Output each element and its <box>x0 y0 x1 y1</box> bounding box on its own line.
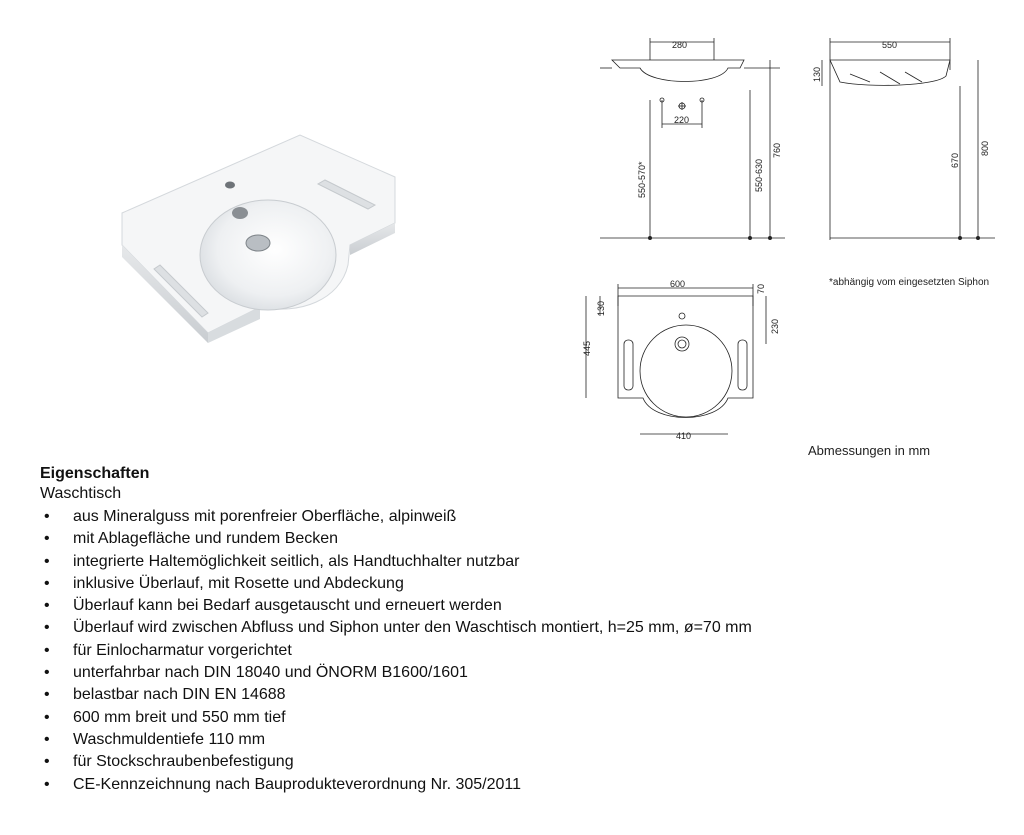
bullet-marker: • <box>44 619 50 637</box>
dim-side-670: 670 <box>950 152 960 168</box>
list-item-text: 600 mm breit und 550 mm tief <box>73 708 286 726</box>
bullet-marker: • <box>44 686 50 704</box>
list-item <box>40 573 1000 595</box>
list-item-text: Waschmuldentiefe 110 mm <box>73 730 266 748</box>
list-item-text: für Einlocharmatur vorgerichtet <box>73 641 292 659</box>
dim-top-410: 410 <box>676 431 692 441</box>
list-item-text: für Stockschraubenbefestigung <box>73 753 294 771</box>
list-item <box>40 595 1000 617</box>
list-item-text: aus Mineralguss mit porenfreier Oberfläche, alpinweiß <box>73 508 457 525</box>
bullet-marker: • <box>44 508 50 525</box>
dim-top-445: 445 <box>582 340 592 356</box>
siphon-footnote: *abhängig vom eingesetzten Siphon <box>829 277 990 288</box>
list-item-text: mit Ablagefläche und rundem Becken <box>73 530 339 548</box>
dim-top-130: 130 <box>596 300 606 316</box>
list-item <box>40 640 1000 662</box>
list-item-text: inklusive Überlauf, mit Rosette und Abdeckung <box>73 574 404 592</box>
product-type: Waschtisch <box>40 485 122 502</box>
list-item <box>40 684 1000 706</box>
list-item <box>40 662 1000 684</box>
list-item-text: belastbar nach DIN EN 14688 <box>73 686 286 704</box>
dim-side-800: 800 <box>980 140 990 156</box>
bullet-marker: • <box>44 574 50 592</box>
list-item <box>40 617 1000 639</box>
bullet-marker: • <box>44 708 50 726</box>
list-item-text: unterfahrbar nach DIN 18040 und ÖNORM B1600/1601 <box>73 664 468 682</box>
list-item <box>40 707 1000 729</box>
dim-top-70: 70 <box>756 283 766 294</box>
dim-front-760: 760 <box>772 142 782 158</box>
bullet-marker: • <box>44 530 50 548</box>
bullet-marker: • <box>44 552 50 570</box>
bullet-marker: • <box>44 753 50 771</box>
dim-front-550-630: 550-630 <box>754 158 764 192</box>
list-item <box>40 506 1000 528</box>
list-item-text: integrierte Haltemöglichkeit seitlich, als Handtuchhalter nutzbar <box>73 552 520 570</box>
dim-front-280: 280 <box>672 40 688 50</box>
list-item-text: CE-Kennzeichnung nach Bauprodukteverordnung Nr. 305/2011 <box>73 775 522 793</box>
feature-list <box>40 506 1000 796</box>
washbasin-product-image <box>110 125 410 355</box>
front-view-drawing <box>590 30 790 250</box>
dim-front-220: 220 <box>674 115 690 125</box>
bullet-marker: • <box>44 597 50 615</box>
list-item <box>40 774 1000 796</box>
list-item <box>40 729 1000 751</box>
list-item <box>40 528 1000 550</box>
top-view-drawing <box>578 276 788 446</box>
bullet-marker: • <box>44 775 50 793</box>
dim-top-230: 230 <box>770 318 780 334</box>
bullet-marker: • <box>44 641 50 659</box>
list-item <box>40 551 1000 573</box>
dim-side-550: 550 <box>882 40 898 50</box>
dim-side-130: 130 <box>812 66 822 82</box>
properties-section <box>40 464 1000 796</box>
side-view-drawing <box>810 30 1000 250</box>
dim-front-550-570: 550-570* <box>637 161 647 198</box>
properties-heading: Eigenschaften <box>40 465 150 482</box>
bullet-marker: • <box>44 664 50 682</box>
units-note: Abmessungen in mm <box>808 443 931 458</box>
list-item <box>40 751 1000 773</box>
dim-top-600: 600 <box>670 279 686 289</box>
bullet-marker: • <box>44 730 50 748</box>
list-item-text: Überlauf kann bei Bedarf ausgetauscht und erneuert werden <box>73 597 502 615</box>
list-item-text: Überlauf wird zwischen Abfluss und Siphon unter den Waschtisch montiert, h=25 mm, ø=70 mm <box>73 619 752 637</box>
